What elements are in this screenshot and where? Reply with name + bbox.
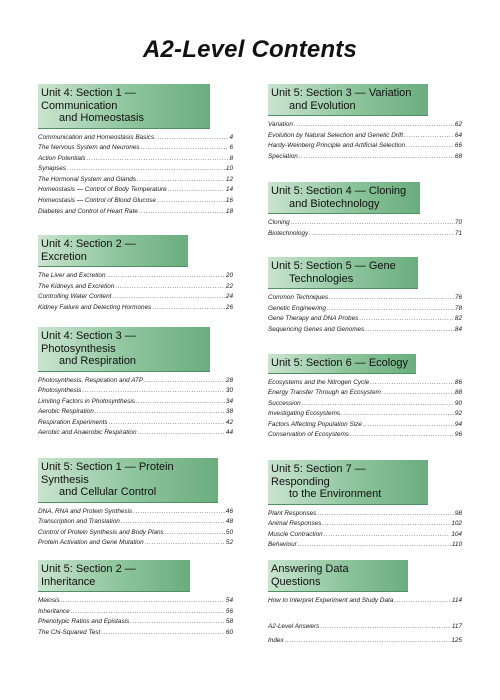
entry-page: 26: [225, 303, 233, 311]
entry-page: 88: [454, 389, 462, 397]
entry-page: 96: [454, 431, 462, 439]
section-heading-line1: Unit 5: Section 2 — Inheritance: [41, 563, 136, 588]
entry-page: 6: [229, 144, 233, 152]
toc-entries: [38, 507, 233, 549]
toc-entry[interactable]: [268, 530, 462, 541]
entry-page: 82: [454, 315, 462, 323]
entry-page: 34: [225, 397, 233, 405]
toc-entry[interactable]: [38, 428, 233, 439]
toc-entry[interactable]: [38, 507, 233, 518]
entry-title: Common Techniques: [268, 294, 329, 301]
toc-entries: [38, 376, 233, 440]
entry-title: Succession: [268, 399, 301, 407]
toc-entry[interactable]: [38, 143, 233, 154]
entry-title: Inheritance: [38, 607, 70, 615]
toc-entry[interactable]: [268, 141, 462, 152]
entry-page: 58: [225, 618, 233, 626]
end-matter: [268, 622, 462, 646]
section-heading: [268, 460, 428, 505]
section-heading-line2: and Homeostasis: [59, 112, 144, 124]
section-heading-line1: Unit 5: Section 5 — Gene: [271, 260, 396, 272]
toc-section: [38, 235, 233, 313]
toc-entries: [268, 596, 462, 607]
section-heading: [268, 354, 416, 374]
entry-title: Aerobic Respiration: [38, 408, 94, 416]
entry-title: Controlling Water Content: [38, 293, 112, 301]
section-heading: [38, 458, 218, 503]
entry-title: Behaviour: [268, 541, 297, 549]
toc-entry[interactable]: [268, 409, 462, 420]
toc-entries: [268, 120, 462, 162]
entry-page: 94: [454, 420, 462, 428]
toc-entry[interactable]: [268, 399, 462, 410]
entry-title: Homeostasis — Control of Blood Glucose: [38, 197, 156, 205]
toc-section: [268, 257, 462, 335]
toc-entry[interactable]: [38, 196, 233, 207]
toc-section: [38, 84, 233, 217]
entry-page: 68: [454, 152, 462, 160]
entry-page: 71: [454, 229, 462, 237]
entry-title: Photosynthesis: [38, 387, 82, 395]
entry-title: Cloning: [268, 219, 290, 226]
section-heading: [268, 257, 418, 289]
toc-entry[interactable]: [268, 325, 462, 336]
toc-entry[interactable]: [38, 154, 233, 165]
toc-entry[interactable]: [268, 622, 462, 633]
entry-title: Biotechnology: [268, 229, 309, 237]
entry-page: 110: [451, 541, 462, 549]
toc-entry[interactable]: [38, 292, 233, 303]
page-title: A2-Level Contents: [142, 36, 358, 63]
section-heading-line1: Unit 4: Section 1 — Communication: [41, 87, 136, 112]
section-heading-line2: and Biotechnology: [289, 197, 380, 210]
entry-page: 10: [225, 165, 233, 173]
entry-page: 14: [225, 186, 233, 194]
toc-entry[interactable]: [38, 397, 233, 408]
entry-title: The Hormonal System and Glands: [38, 175, 137, 183]
entry-title: Animal Responses: [268, 520, 322, 528]
entry-title: Meiosis: [38, 597, 60, 604]
entry-page: 18: [225, 207, 233, 215]
entry-page: 30: [225, 387, 233, 395]
toc-entry[interactable]: [268, 314, 462, 325]
section-heading-line1: Unit 5: Section 6 — Ecology: [271, 357, 408, 369]
toc-entries: [268, 293, 462, 335]
section-heading-line2: Technologies: [289, 272, 354, 285]
entry-title: Gene Therapy and DNA Probes: [268, 315, 359, 323]
toc-entry[interactable]: [38, 607, 233, 618]
entry-title: Phenotypic Ratios and Epistasis: [38, 618, 130, 626]
toc-entry[interactable]: [268, 152, 462, 163]
entry-page: 22: [225, 282, 233, 290]
toc-entry[interactable]: [268, 120, 462, 131]
entry-page: 54: [225, 597, 233, 604]
entry-page: 70: [454, 219, 462, 226]
toc-section: [268, 353, 462, 441]
section-heading: [268, 182, 420, 214]
entry-title: Variation: [268, 121, 293, 128]
toc-entry[interactable]: [38, 418, 233, 429]
toc-entry[interactable]: [268, 388, 462, 399]
toc-entry[interactable]: [38, 282, 233, 293]
toc-entry[interactable]: [268, 596, 462, 607]
toc-entry[interactable]: [38, 207, 233, 218]
toc-entry[interactable]: [268, 420, 462, 431]
entry-page: 60: [225, 628, 233, 636]
entry-title: Synapses: [38, 165, 67, 173]
section-heading: [268, 560, 408, 592]
entry-title: Photosynthesis, Respiration and ATP: [38, 376, 144, 384]
toc-entry[interactable]: [38, 271, 233, 282]
entry-title: A2-Level Answers: [268, 623, 320, 630]
entry-page: 66: [454, 142, 462, 150]
entry-page: 12: [225, 175, 233, 183]
entry-title: The Nervous System and Neurones: [38, 144, 140, 152]
toc-section: [268, 182, 462, 239]
entry-title: Ecosystems and the Nitrogen Cycle: [268, 378, 370, 386]
entry-title: Sequencing Genes and Genomes: [268, 325, 365, 333]
toc-entry[interactable]: [38, 164, 233, 175]
toc-section: [38, 560, 233, 638]
entry-title: The Liver and Excretion: [38, 272, 106, 279]
toc-section: [268, 84, 462, 162]
toc-entry[interactable]: [38, 376, 233, 387]
entry-page: 98: [454, 509, 462, 517]
toc-entry[interactable]: [38, 517, 233, 528]
section-heading-line1: Unit 5: Section 4 — Cloning: [271, 185, 407, 197]
toc-entry[interactable]: [268, 430, 462, 441]
toc-entries: [268, 509, 462, 551]
entry-title: The Kidneys and Excretion: [38, 282, 115, 290]
entry-page: 104: [451, 530, 462, 538]
toc-entries: [268, 218, 462, 239]
entry-title: How to Interpret Experiment and Study Data: [268, 597, 394, 604]
section-heading: [268, 84, 428, 116]
entry-page: 16: [225, 197, 233, 205]
entry-title: Limiting Factors in Photosynthesis: [38, 397, 135, 405]
entry-page: 48: [225, 518, 233, 526]
toc-entry[interactable]: [268, 519, 462, 530]
entry-page: 102: [451, 520, 462, 528]
toc-entry[interactable]: [268, 293, 462, 304]
entry-title: Communication and Homeostasis Basics: [38, 133, 155, 141]
entry-title: Diabetes and Control of Heart Rate: [38, 207, 138, 215]
section-heading-line1: Answering Data Questions: [271, 563, 349, 588]
toc-entry[interactable]: [38, 407, 233, 418]
section-heading: [38, 235, 188, 267]
toc-section: [268, 560, 462, 607]
entry-page: 92: [454, 410, 462, 418]
entry-title: Action Potentials: [38, 154, 86, 162]
entry-title: Factors Affecting Population Size: [268, 420, 362, 428]
entry-page: 90: [454, 399, 462, 407]
toc-entry[interactable]: [268, 304, 462, 315]
toc-section: [268, 460, 462, 551]
section-heading-line1: Unit 5: Section 3 — Variation: [271, 87, 412, 99]
entry-page: 42: [225, 418, 233, 426]
entry-page: 114: [451, 597, 462, 604]
entry-title: Respiration Experiments: [38, 418, 108, 426]
entry-title: Genetic Engineering: [268, 304, 326, 312]
section-heading: [38, 84, 210, 129]
entry-page: 64: [454, 131, 462, 139]
entry-title: Evolution by Natural Selection and Genetic Drift: [268, 131, 403, 139]
toc-entry[interactable]: [268, 218, 462, 229]
entry-title: The Chi-Squared Test: [38, 628, 101, 636]
entry-page: 117: [451, 623, 462, 630]
toc-entry[interactable]: [268, 540, 462, 551]
toc-entries: [38, 271, 233, 313]
toc-entry[interactable]: [38, 133, 233, 144]
toc-entry[interactable]: [38, 185, 233, 196]
toc-section: [38, 458, 233, 549]
entry-page: 86: [454, 378, 462, 386]
toc-entry[interactable]: [268, 378, 462, 389]
entry-page: 46: [225, 507, 233, 515]
toc-entry[interactable]: [268, 636, 462, 647]
entry-page: 50: [225, 528, 233, 536]
toc-entry[interactable]: [38, 596, 233, 607]
toc-entry[interactable]: [268, 131, 462, 142]
toc-entry[interactable]: [38, 617, 233, 628]
entry-page: 44: [225, 429, 233, 437]
entry-title: Aerobic and Anaerobic Respiration: [38, 429, 137, 437]
entry-page: 56: [225, 607, 233, 615]
entry-page: 62: [454, 121, 462, 128]
toc-entry[interactable]: [38, 386, 233, 397]
section-heading: [38, 560, 190, 592]
section-heading-line1: Unit 4: Section 3 — Photosynthesis: [41, 330, 136, 355]
entry-page: 8: [229, 154, 233, 162]
entry-title: Muscle Contraction: [268, 530, 323, 538]
entry-title: Hardy-Weinberg Principle and Artificial Selection: [268, 142, 406, 150]
section-heading-line1: Unit 5: Section 1 — Protein Synthesis: [41, 461, 174, 486]
entry-page: 28: [225, 376, 233, 384]
entry-title: Transcription and Translation: [38, 518, 120, 526]
entry-title: Conservation of Ecosystems: [268, 431, 349, 439]
entry-title: Kidney Failure and Detecting Hormones: [38, 303, 152, 311]
toc-entry[interactable]: [38, 175, 233, 186]
entry-title: Speciation: [268, 152, 298, 160]
entry-page: 20: [225, 272, 233, 279]
toc-entry[interactable]: [38, 628, 233, 639]
section-heading-line2: and Evolution: [289, 99, 356, 112]
entry-title: Plant Responses: [268, 509, 317, 517]
toc-entries: [38, 133, 233, 218]
entry-page: 78: [454, 304, 462, 312]
entry-title: Index: [268, 636, 284, 644]
toc-entry[interactable]: [268, 229, 462, 240]
entry-title: Energy Transfer Through an Ecosystem: [268, 389, 381, 397]
section-heading-line2: to the Environment: [289, 488, 382, 500]
entry-page: 38: [225, 408, 233, 416]
toc-entry[interactable]: [38, 303, 233, 314]
toc-entry[interactable]: [268, 509, 462, 520]
toc-section: [38, 327, 233, 439]
entry-page: 24: [225, 293, 233, 301]
toc-entry[interactable]: [38, 528, 233, 539]
section-heading-line1: Unit 4: Section 2 — Excretion: [41, 238, 136, 263]
entry-title: DNA, RNA and Protein Synthesis: [38, 507, 133, 515]
entry-page: 84: [454, 325, 462, 333]
toc-entries: [38, 596, 233, 638]
toc-entry[interactable]: [38, 538, 233, 549]
entry-page: 52: [225, 539, 233, 547]
toc-entries: [268, 378, 462, 442]
entry-page: 76: [454, 294, 462, 301]
entry-title: Investigating Ecosystems: [268, 410, 341, 418]
entry-page: 125: [451, 636, 462, 644]
section-heading: [38, 327, 210, 372]
entry-title: Homeostasis — Control of Body Temperature: [38, 186, 167, 194]
entry-page: 4: [229, 133, 233, 141]
entry-title: Control of Protein Synthesis and Body Plans: [38, 528, 164, 536]
section-heading-line2: and Respiration: [59, 355, 137, 367]
section-heading-line1: Unit 5: Section 7 — Responding: [271, 463, 366, 488]
section-heading-line2: and Cellular Control: [59, 486, 157, 498]
entry-title: Protein Activation and Gene Mutation: [38, 539, 144, 547]
